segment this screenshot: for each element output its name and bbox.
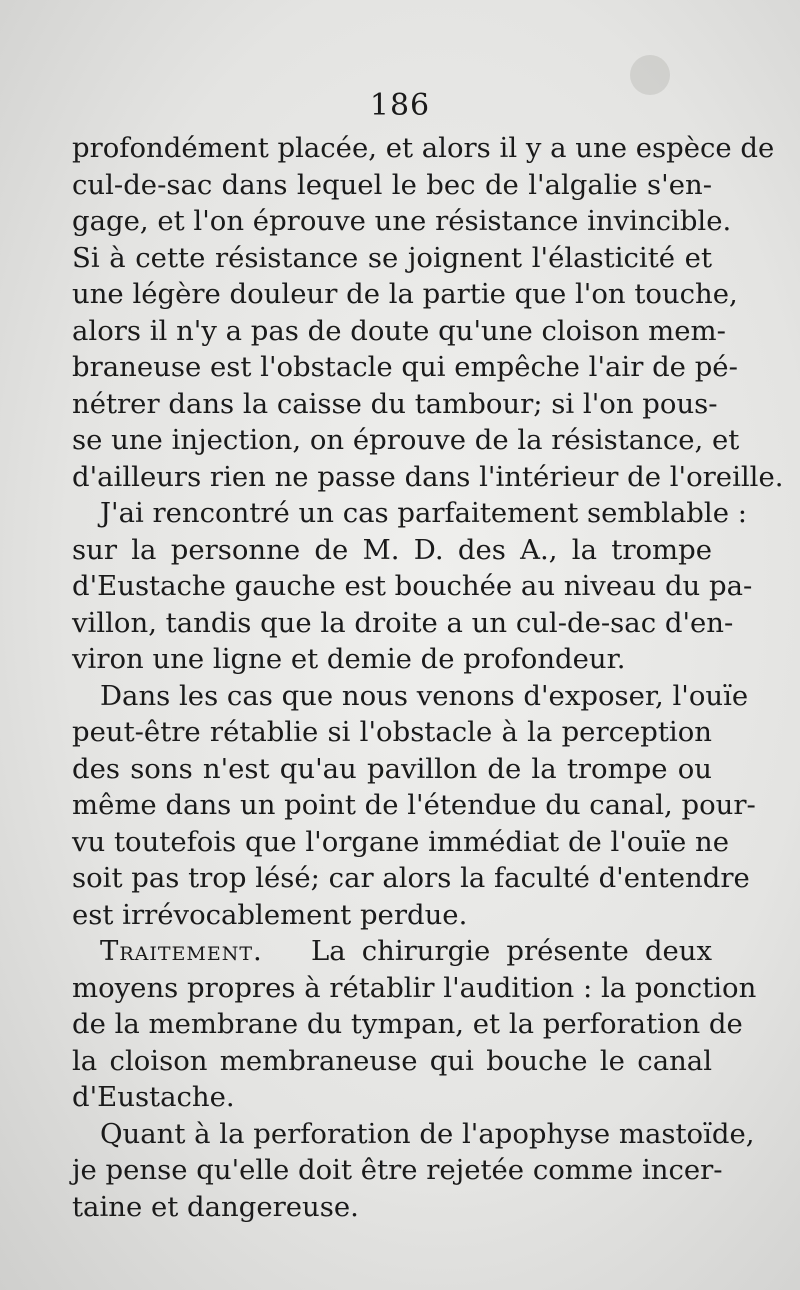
- text-line: d'ailleurs rien ne passe dans l'intérieur de l'oreille.: [72, 460, 784, 493]
- text-line: de la membrane du tympan, et la perforation de: [72, 1008, 743, 1040]
- text-line: je pense qu'elle doit être rejetée comme incer-: [72, 1154, 723, 1186]
- text-line: J'ai rencontré un cas parfaitement semblable :: [100, 497, 747, 529]
- text-line: villon, tandis que la droite a un cul-de-sac d'en-: [72, 606, 734, 639]
- paragraph-1: [72, 130, 784, 495]
- text-line: Si à cette résistance se joignent l'élasticité et: [72, 241, 712, 274]
- text-line: Quant à la perforation de l'apophyse mastoïde,: [100, 1117, 755, 1150]
- page-number: 186: [369, 88, 431, 123]
- text-line: taine et dangereuse.: [72, 1190, 359, 1223]
- text-line: nétrer dans la caisse du tambour; si l'on pous-: [72, 387, 718, 420]
- text-fragment: La chirurgie présente deux: [311, 935, 712, 967]
- text-line: même dans un point de l'étendue du canal, pour-: [72, 789, 756, 821]
- text-line: vu toutefois que l'organe immédiat de l'ouïe ne: [72, 825, 729, 858]
- text-line: profondément placée, et alors il y a une espèce de: [72, 132, 775, 164]
- paragraph-5: [72, 1116, 755, 1226]
- body-text: [72, 130, 784, 1225]
- text-line: une légère douleur de la partie que l'on touche,: [72, 278, 738, 310]
- text-line: des sons n'est qu'au pavillon de la trompe ou: [72, 752, 712, 785]
- paragraph-2: [72, 495, 753, 678]
- text-line: sur la personne de M. D. des A., la trompe: [72, 533, 712, 566]
- text-line: viron une ligne et demie de profondeur.: [72, 643, 626, 675]
- paragraph-3: [72, 678, 756, 934]
- text-line: moyens propres à rétablir l'audition : la ponction: [72, 971, 757, 1004]
- text-line: est irrévocablement perdue.: [72, 898, 468, 931]
- text-line: peut-être rétablie si l'obstacle à la perception: [72, 716, 712, 748]
- paragraph-4: [72, 933, 757, 1116]
- text-line: d'Eustache gauche est bouchée au niveau du pa-: [72, 570, 753, 602]
- text-line: se une injection, on éprouve de la résistance, et: [72, 424, 740, 456]
- text-line: gage, et l'on éprouve une résistance invincible.: [72, 205, 732, 237]
- section-heading: Traitement.: [100, 935, 263, 967]
- text-line: la cloison membraneuse qui bouche le canal: [72, 1044, 712, 1077]
- text-line: Dans les cas que nous venons d'exposer, l'ouïe: [100, 679, 749, 712]
- text-line: d'Eustache.: [72, 1081, 235, 1113]
- text-line: cul-de-sac dans lequel le bec de l'algalie s'en-: [72, 168, 712, 201]
- text-line: alors il n'y a pas de doute qu'une cloison mem-: [72, 314, 726, 347]
- text-line: soit pas trop lésé; car alors la faculté d'entendre: [72, 862, 750, 894]
- text-line: [72, 933, 712, 970]
- text-line: braneuse est l'obstacle qui empêche l'air de pé-: [72, 351, 738, 383]
